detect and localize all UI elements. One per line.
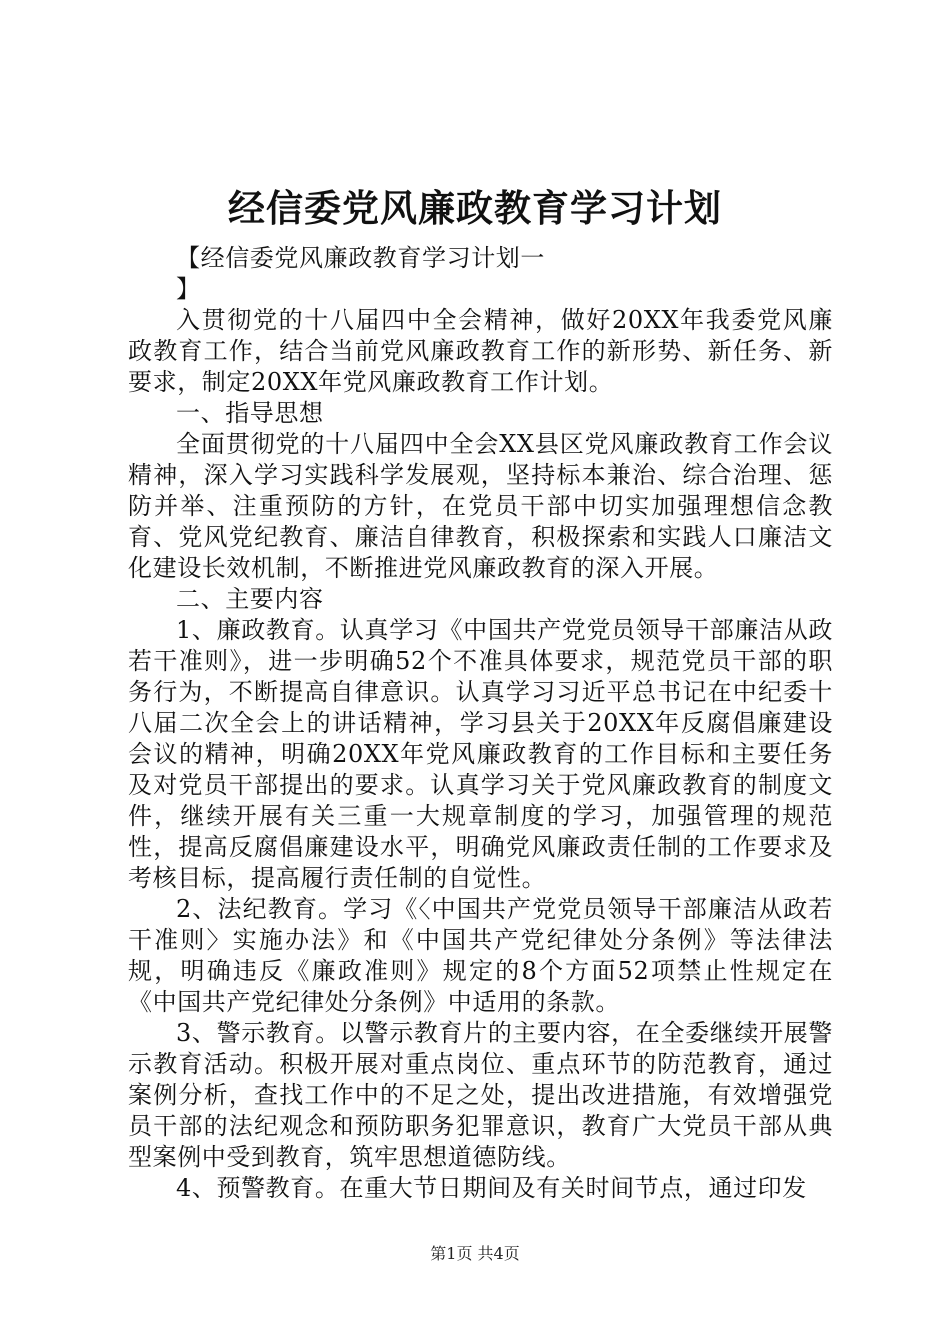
heading-main-content: 二、主要内容 <box>176 585 324 613</box>
document-title: 经信委党风廉政教育学习计划 <box>228 186 722 230</box>
page-footer: 第1页 共4页 <box>430 1244 520 1263</box>
heading-guiding-thought: 一、指导思想 <box>176 399 324 427</box>
item-law-discipline-education: 2、法纪教育。学习《〈中国共产党党员领导干部廉洁从政若干准则〉实施办法》和《中国共产党纪律处分条例》等法律法规，明确违反《廉政准则》规定的8个方面52项禁止性规定在《中国共产党纪律处分条例》中适用的条款。 <box>128 895 833 1016</box>
item-integrity-education: 1、廉政教育。认真学习《中国共产党党员领导干部廉洁从政若干准则》，进一步明确52个不准具体要求，规范党员干部的职务行为，不断提高自律意识。认真学习习近平总书记在中纪委十八届二次全会上的讲话精神，学习县关于20XX年反腐倡廉建设会议的精神，明确20XX年党风廉政教育的工作目标和主要任务及对党员干部提出的要求。认真学习关于党风廉政教育的制度文件，继续开展有关三重一大规章制度的学习，加强管理的规范性，提高反腐倡廉建设水平，明确党风廉政责任制的工作要求及考核目标，提高履行责任制的自觉性。 <box>128 616 833 892</box>
document-body <box>128 243 833 1204</box>
guiding-thought-paragraph: 全面贯彻党的十八届四中全会XX县区党风廉政教育工作会议精神，深入学习实践科学发展观，坚持标本兼治、综合治理、惩防并举、注重预防的方针，在党员干部中切实加强理想信念教育、党风党纪教育、廉洁自律教育，积极探索和实践人口廉洁文化建设长效机制，不断推进党风廉政教育的深入开展。 <box>128 430 833 582</box>
item-early-warning-education: 4、预警教育。在重大节日期间及有关时间节点，通过印发 <box>176 1174 807 1202</box>
section-heading-bracket-close: 】 <box>176 275 201 303</box>
section-heading-bracket-open: 【经信委党风廉政教育学习计划一 <box>176 244 545 272</box>
item-warning-education: 3、警示教育。以警示教育片的主要内容，在全委继续开展警示教育活动。积极开展对重点岗位、重点环节的防范教育，通过案例分析，查找工作中的不足之处，提出改进措施，有效增强党员干部的法纪观念和预防职务犯罪意识，教育广大党员干部从典型案例中受到教育，筑牢思想道德防线。 <box>128 1019 833 1171</box>
intro-paragraph: 入贯彻党的十八届四中全会精神，做好20XX年我委党风廉政教育工作，结合当前党风廉政教育工作的新形势、新任务、新要求，制定20XX年党风廉政教育工作计划。 <box>128 306 833 396</box>
